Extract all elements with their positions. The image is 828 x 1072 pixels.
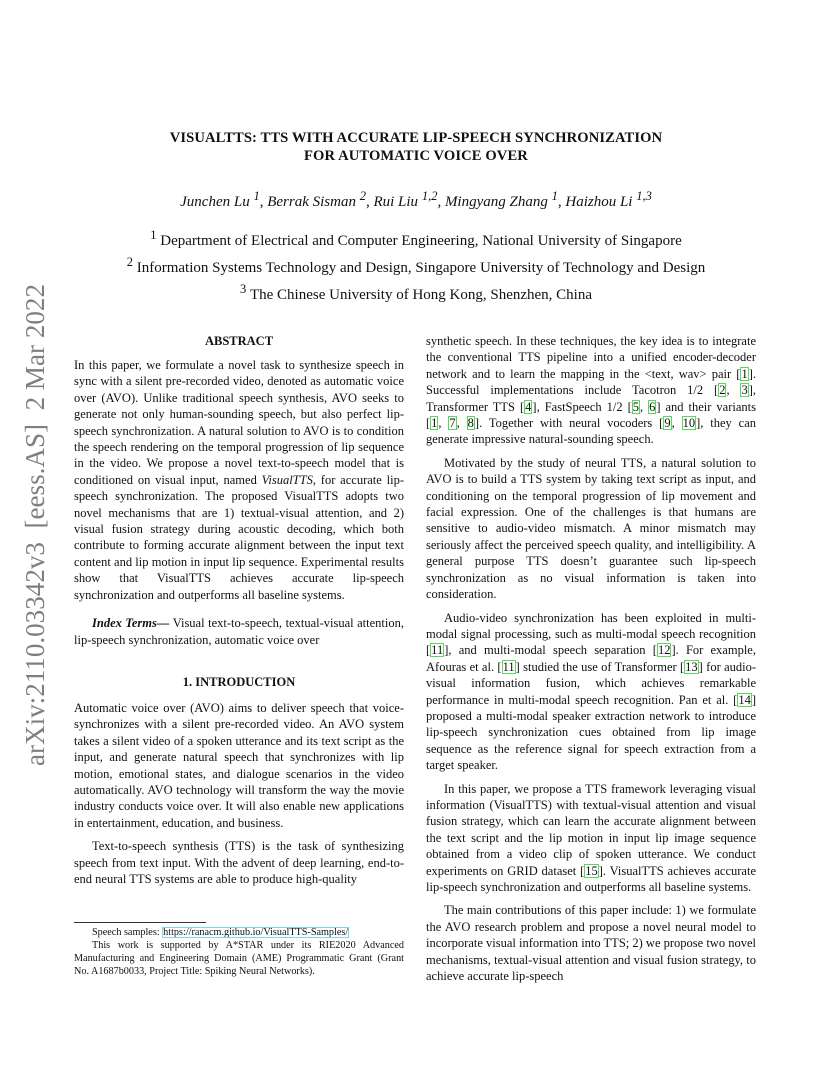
author-affiliation-mark: 1	[253, 189, 260, 203]
intro-paragraph-2: Text-to-speech synthesis (TTS) is the task of synthesizing speech from text input. With the advent of deep learning, end-to-end neural TTS systems are able to produce high-quality	[74, 839, 404, 886]
author-affiliation-mark: 2	[359, 189, 366, 203]
affiliation-mark: 3	[239, 282, 247, 296]
citation-link[interactable]: 11	[502, 659, 515, 674]
citation-link[interactable]: 15	[585, 863, 598, 878]
left-column	[74, 333, 404, 894]
title-line-2: FOR AUTOMATIC VOICE OVER	[304, 148, 528, 164]
author: Haizhou Li	[565, 194, 633, 210]
author: Rui Liu	[373, 194, 419, 210]
index-terms-label: Index Terms—	[92, 616, 170, 631]
right-paragraph-1: synthetic speech. In these techniques, the key idea is to integrate the conventional TTS pipeline into a unified encoder-decoder network and to learn the mapping in the <text, wav> pair [1]. Successful implementations include Tacotron 1/2 [2, 3], Transformer TTS [4], FastSpeech 1/2 [5, 6] and their variants [1, 7, 8]. Together with neural vocoders [9, 10], they can generate impressive natural-sounding speech.	[426, 334, 756, 447]
footnote-label: Speech samples:	[92, 927, 163, 938]
citation-link[interactable]: 1	[741, 366, 748, 381]
author-list: Junchen Lu $^1$, Berrak Sisman $^2$, Rui Liu $^{1,2}$, Mingyang Zhang $^1$, Haizhou Li $^{1,3}$	[180, 189, 652, 210]
citation-link[interactable]: 13	[685, 659, 698, 674]
affiliation-3	[60, 279, 772, 305]
right-paragraph-3: Audio-video synchronization has been exploited in multi-modal signal processing, such as multi-modal speech recognition [11], and multi-modal speech separation [12]. For example, Afouras et al. [11] studied the use of Transformer [13] for audio-visual information fusion, which achieves remarkable performance in multi-modal speech recognition. Pan et al. [14] proposed a multi-modal speaker extraction network to introduce lip-speech synchronization cues obtained from lip image sequence as the reference signal for speech extraction from a target speaker.	[426, 610, 756, 773]
author-affiliation-mark: 1	[551, 189, 558, 203]
affiliation-text: The Chinese University of Hong Kong, Shenzhen, China	[249, 287, 593, 303]
abstract-text: , for accurate lip-speech synchronization. The proposed VisualTTS adopts two novel mechanisms that are 1) textual-visual attention, and 2) visual fusion strategy during acoustic decoding, which both contribute to forming accurate alignment between the input text content and lip motion in input lip sequence. Experimental results show that VisualTTS achieves accurate lip-speech synchronization and outperforms all baseline systems.	[74, 472, 404, 602]
citation-link[interactable]: 6	[649, 399, 656, 414]
arxiv-identifier-text: arXiv:2110.03342v3 [eess.AS] 2 Mar 2022	[20, 285, 50, 766]
citation-link[interactable]: 11	[431, 643, 444, 658]
footnote-rule	[74, 922, 206, 923]
citation-link[interactable]: 3	[741, 383, 748, 398]
author: Mingyang Zhang	[444, 194, 548, 210]
author-affiliation-mark: 1,3	[636, 189, 652, 203]
author: Junchen Lu	[180, 194, 250, 210]
footnote-support: This work is supported by A*STAR under its RIE2020 Advanced Manufacturing and Engineering Domain (AME) Programmatic Grant (Grant No. A1687b0033, Project Title: Spiking Neural Networks).	[74, 940, 404, 977]
right-paragraph-4: In this paper, we propose a TTS framework leveraging visual information (VisualTTS) with textual-visual attention and visual fusion strategy, which can learn the accurate alignment between the text script and the lip motion in input lip image sequence obtained from a video clip of spoken utterance. We conduct experiments on GRID dataset [15]. VisualTTS achieves accurate lip-speech synchronization and outperforms all baseline systems.	[426, 781, 756, 894]
citation-link[interactable]: 5	[632, 399, 639, 414]
title-line-1: VISUALTTS: TTS WITH ACCURATE LIP-SPEECH SYNCHRONIZATION	[169, 130, 663, 146]
introduction-heading: 1. INTRODUCTION	[182, 674, 296, 689]
citation-link[interactable]: 12	[657, 643, 671, 658]
right-column	[426, 333, 756, 991]
index-terms-text: Visual text-to-speech, textual-visual attention, lip-speech synchronization, automatic voice over	[74, 616, 404, 647]
citation-link[interactable]: 1	[431, 416, 438, 431]
citation-link[interactable]: 14	[738, 692, 751, 707]
abstract-text: In this paper, we formulate a novel task to synthesize speech in sync with a silent pre-recorded video, denoted as automatic voice over (AVO). Unlike traditional speech synthesis, AVO seeks to generate not only human-sounding speech, but also perfect lip-speech synchronization. A natural solution to AVO is to condition the speech rendering on the temporal progression of lip sequence in the video. We propose a novel text-to-speech model that is conditioned on visual input, named	[74, 358, 404, 487]
intro-paragraph-1: Automatic voice over (AVO) aims to deliver speech that voice-synchronizes with a silent pre-recorded video. An AVO system takes a silent video of a spoken utterance and its text script as the input, and generate natural speech that synchronizes with lip motion, emotional states, and dialogue scenarios in the video automatically. AVO technology will transform the way the movie industry conducts voice over. It will also enable new applications in entertainment, education, and business.	[74, 700, 404, 830]
citation-link[interactable]: 10	[682, 416, 696, 431]
citation-link[interactable]: 4	[525, 399, 532, 414]
footnotes	[74, 926, 404, 978]
right-paragraph-2: Motivated by the study of neural TTS, a natural solution to AVO is to build a TTS system by taking text script as input, and conditioning on the temporal progression of lip movement and facial expression. One of the challenges is that humans are sensitive to audio-video mismatch. A minor mismatch may seriously affect the perceived speech quality, and intelligibility. A general purpose TTS doesn’t guarantee such lip-speech synchronization as no visual information is taken into consideration.	[426, 455, 756, 602]
author: Berrak Sisman	[267, 194, 356, 210]
abstract-heading: ABSTRACT	[204, 334, 274, 348]
index-terms	[74, 615, 404, 648]
model-name: VisualTTS	[261, 472, 313, 487]
affiliation-1	[60, 225, 772, 251]
arxiv-identifier-stamp	[14, 282, 52, 768]
paper-title	[60, 129, 772, 165]
right-paragraph-5: The main contributions of this paper include: 1) we formulate the AVO research problem and propose a novel neural model to incorporate visual information into TTS; 2) we propose two novel mechanisms, textual-visual attention and visual fusion strategy, to achieve accurate lip-speech	[426, 903, 756, 984]
citation-link[interactable]: 8	[467, 416, 474, 431]
abstract-paragraph	[74, 357, 404, 603]
affiliation-text: Department of Electrical and Computer Engineering, National University of Singapore	[160, 233, 682, 249]
affiliation-mark: 1	[150, 228, 157, 242]
affiliation-2	[60, 252, 772, 278]
citation-link[interactable]: 7	[449, 416, 456, 431]
speech-samples-link[interactable]: https://ranacm.github.io/VisualTTS-Samples/	[163, 927, 349, 938]
affiliation-text: Information Systems Technology and Design, Singapore University of Technology and Design	[136, 260, 706, 276]
citation-link[interactable]: 2	[719, 383, 726, 398]
footnote-samples	[74, 926, 404, 939]
affiliation-mark: 2	[126, 255, 133, 269]
citation-link[interactable]: 9	[664, 416, 671, 431]
author-affiliation-mark: 1,2	[421, 189, 438, 203]
